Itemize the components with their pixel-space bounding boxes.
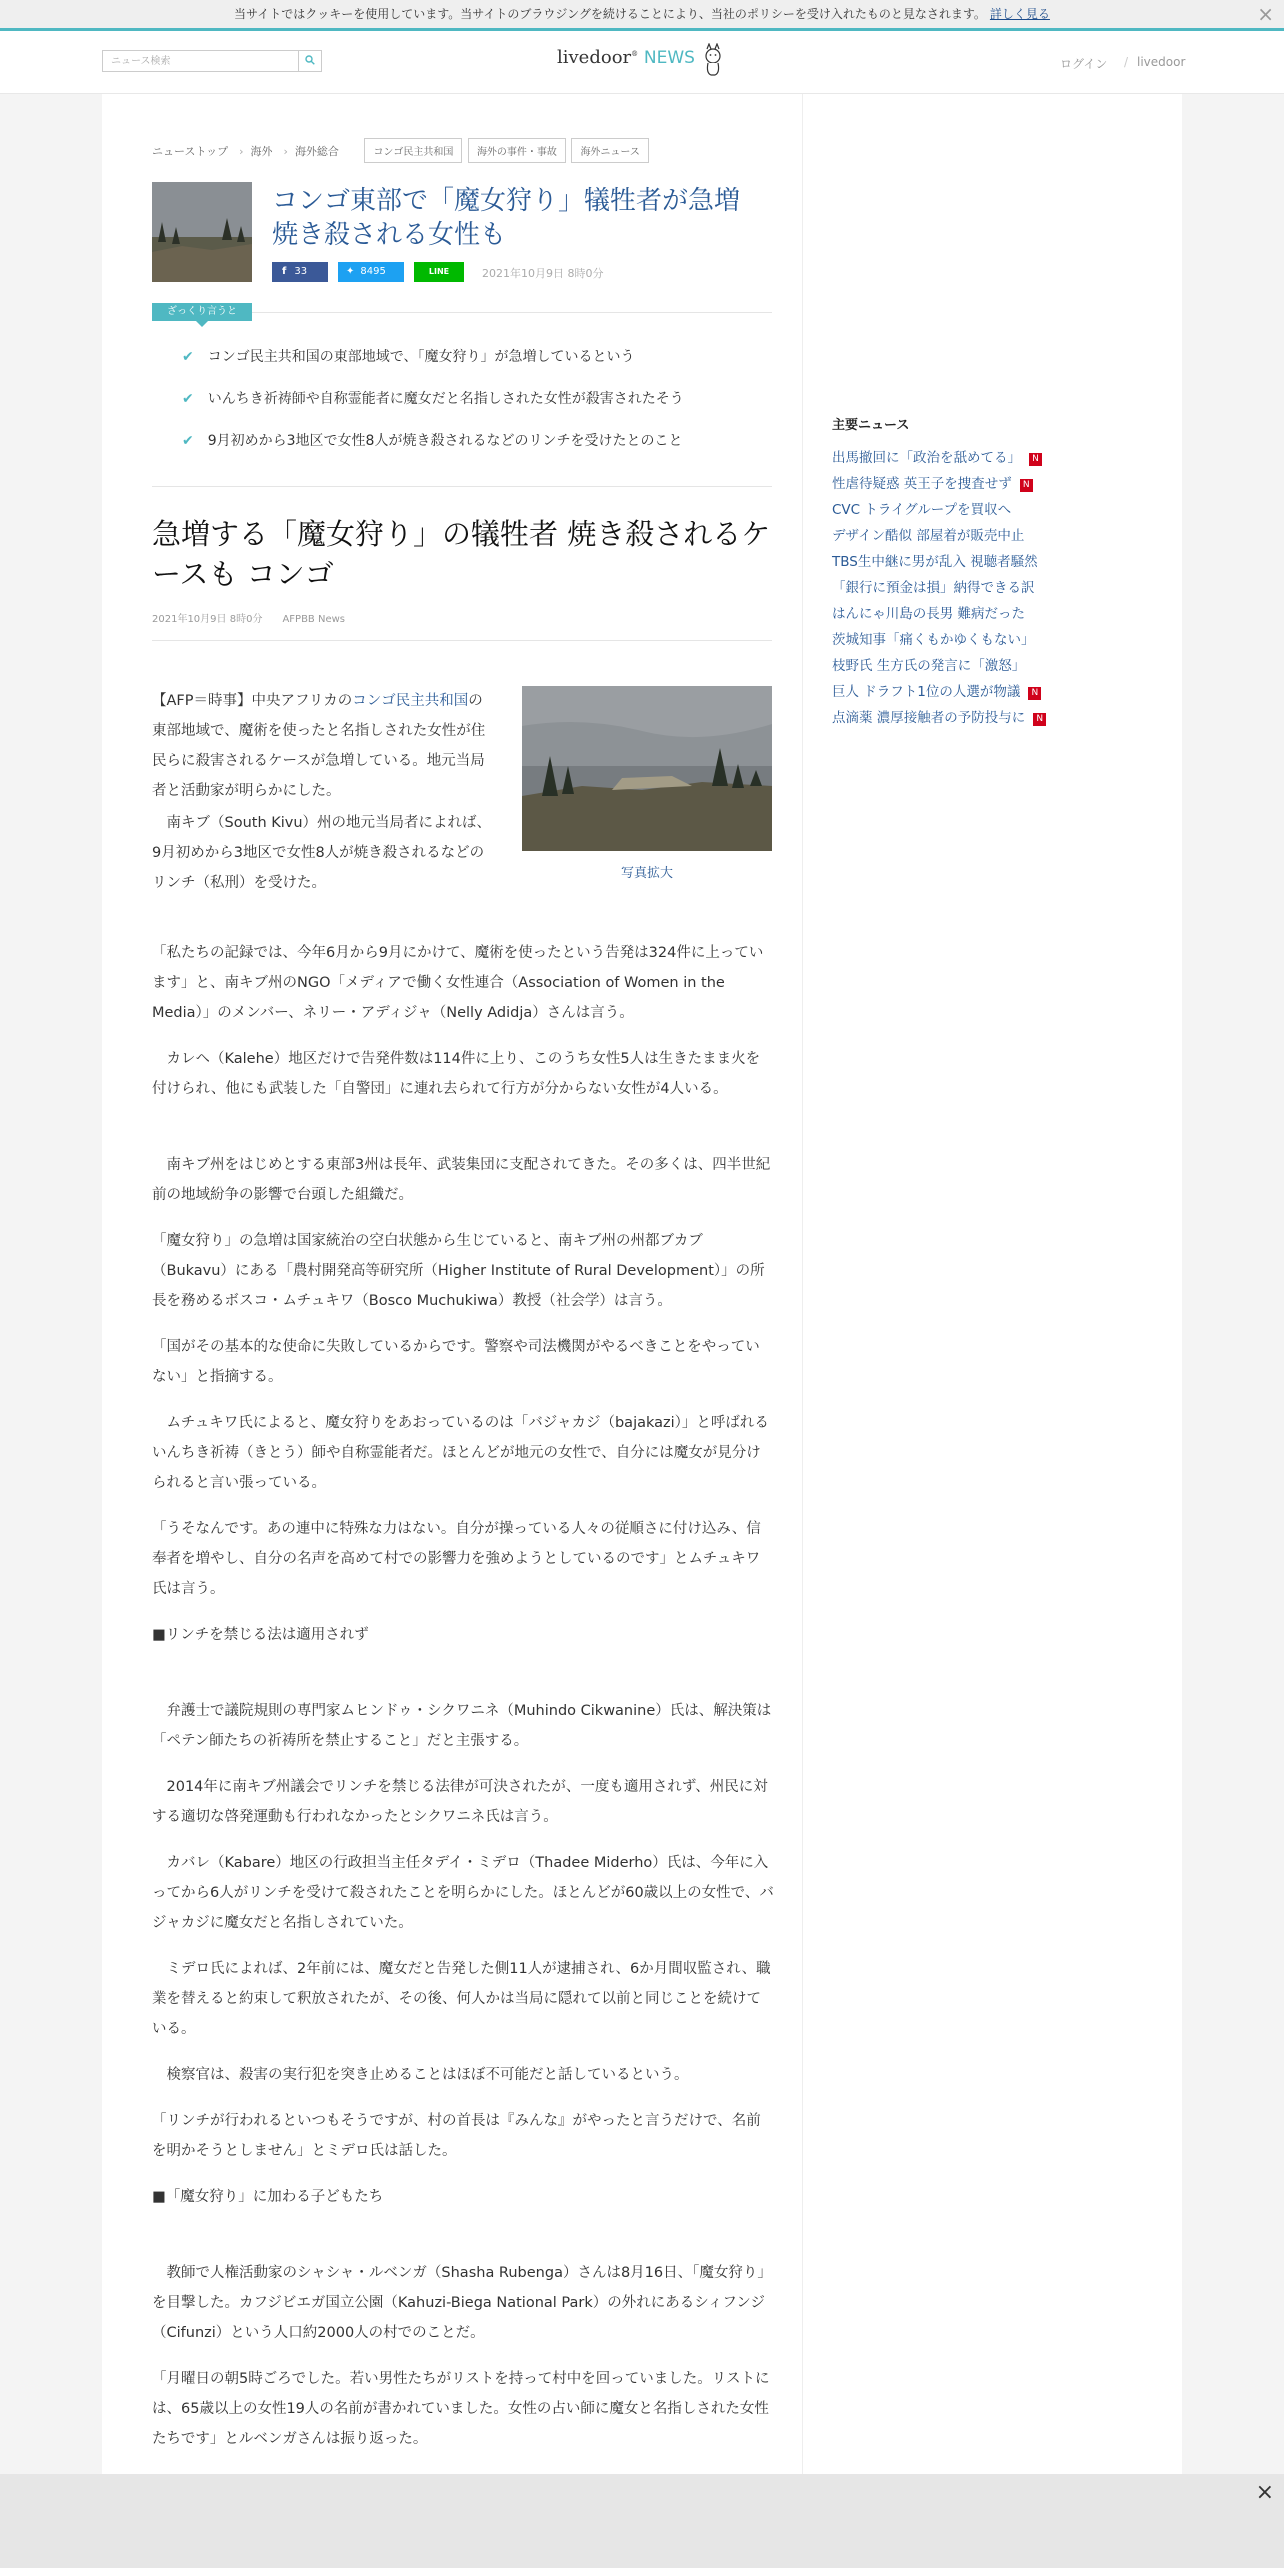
summary-item xyxy=(182,388,684,408)
search-icon xyxy=(305,55,315,65)
news-item[interactable]: 枝野氏 生方氏の発言に「激怒」 xyxy=(832,658,1026,674)
facebook-share-button[interactable] xyxy=(272,262,328,282)
article-paragraph: 弁護士で議院規則の専門家ムヒンドゥ・シクワニネ（Muhindo Cikwanine）氏は、解決策は「ペテン師たちの祈祷所を禁止すること」だと主張する。 xyxy=(152,1703,772,1749)
news-item[interactable] xyxy=(832,680,1041,700)
new-badge: N xyxy=(1033,713,1046,726)
article-paragraph: カレヘ（Kalehe）地区だけで告発件数は114件に上り、このうち女性5人は生きたまま火を付けられ、他にも武装した「自警団」に連れ去られて行方が分からない女性が4人いる。 xyxy=(152,1051,761,1097)
cookie-banner xyxy=(0,0,1284,31)
breadcrumb-news-top[interactable]: ニューストップ xyxy=(152,145,229,158)
article-paragraph: 「国がその基本的な使命に失敗しているからです。警察や司法機関がやるべきことをやっていない」と指摘する。 xyxy=(152,1339,760,1385)
logo-news: NEWS xyxy=(643,48,695,68)
summary-item xyxy=(182,430,682,450)
summary-text: コンゴ民主共和国の東部地域で、「魔女狩り」が急増しているという xyxy=(207,349,635,365)
article-paragraph: 「月曜日の朝5時ごろでした。若い男性たちがリストを持って村中を回っていました。リストには、65歳以上の女性19人の名前が書かれていました。女性の占い師に魔女と名指しされた女性たちです」とルベンガさんは振り返った。 xyxy=(152,2371,770,2447)
twitter-icon: ✦ xyxy=(346,266,355,277)
mascot-icon xyxy=(702,43,724,77)
check-icon: ✔ xyxy=(182,391,194,407)
check-icon: ✔ xyxy=(182,433,194,449)
article-paragraph: 2014年に南キブ州議会でリンチを禁じる法律が可決されたが、一度も適用されず、州民に対する適切な啓発運動も行われなかったとシクワニネ氏は言う。 xyxy=(152,1779,768,1825)
tag-overseas-news[interactable]: 海外ニュース xyxy=(571,138,649,163)
article-paragraph: ムチュキワ氏によると、魔女狩りをあおっているのは「バジャカジ（bajakazi）」と呼ばれるいんちき祈祷（きとう）師や自称霊能者だ。ほとんどが地元の女性で、自分には魔女が見分けられると言い張っている。 xyxy=(152,1415,769,1491)
divider xyxy=(152,640,772,641)
chevron-right-icon: › xyxy=(239,145,244,158)
chevron-right-icon: › xyxy=(283,145,288,158)
new-badge: N xyxy=(1029,453,1042,466)
breadcrumb-overseas[interactable]: 海外 xyxy=(250,145,273,158)
livedoor-link[interactable]: livedoor xyxy=(1137,55,1186,69)
summary-item xyxy=(182,346,634,366)
news-item[interactable] xyxy=(832,472,1033,492)
tag-overseas-incidents[interactable]: 海外の事件・事故 xyxy=(468,138,566,163)
news-item[interactable]: デザイン酷似 部屋着が販売中止 xyxy=(832,528,1025,544)
logo-registered: ® xyxy=(631,50,639,58)
article-paragraph: 「魔女狩り」の急増は国家統治の空白状態から生じていると、南キブ州の州都ブカブ（Bukavu）にある「農村開発高等研究所（Higher Institute of Rural Development）」の所長を務めるボスコ・ムチュキワ（Bosco Muchukiwa）教授（社会学）は言う。 xyxy=(152,1233,765,1309)
summary-text: 9月初めから3地区で女性8人が焼き殺されるなどのリンチを受けたとのこと xyxy=(207,433,683,449)
news-item[interactable]: 茨城知事「痛くもかゆくもない」 xyxy=(832,632,1035,648)
section-heading: ■リンチを禁じる法は適用されず xyxy=(152,1627,369,1643)
news-item-text: 点滴薬 濃厚接触者の予防投与に xyxy=(832,710,1026,726)
tag-congo[interactable]: コンゴ民主共和国 xyxy=(364,138,462,163)
new-badge: N xyxy=(1028,687,1041,700)
news-item[interactable]: TBS生中継に男が乱入 視聴者騒然 xyxy=(832,554,1038,570)
news-item[interactable] xyxy=(832,446,1042,466)
summary-text: いんちき祈祷師や自称霊能者に魔女だと名指しされた女性が殺害されたそう xyxy=(207,391,684,407)
twitter-share-button[interactable] xyxy=(338,262,404,282)
logo-text: livedoor xyxy=(557,47,632,68)
section-heading: ■「魔女狩り」に加わる子どもたち xyxy=(152,2189,384,2205)
article-headline: 急増する「魔女狩り」の犠牲者 焼き殺されるケースも コンゴ xyxy=(152,517,771,591)
check-icon: ✔ xyxy=(182,349,194,365)
news-item-text: 性虐待疑惑 英王子を捜査せず xyxy=(832,476,1012,492)
article-paragraph: 「うそなんです。あの連中に特殊な力はない。自分が操っている人々の従順さに付け込み、信奉者を増やし、自分の名声を高めて村での影響力を強めようとしているのです」とムチュキワ氏は言う。 xyxy=(152,1521,761,1597)
article-photo[interactable] xyxy=(522,686,772,851)
close-icon[interactable]: × xyxy=(1257,2,1274,26)
line-share-button[interactable] xyxy=(414,262,464,282)
article-paragraph: 「リンチが行われるといつもそうですが、村の首長は『みんな』がやったと言うだけで、名前を明かそうとしません」とミデロ氏は話した。 xyxy=(152,2113,761,2159)
news-item-text: 出馬撤回に「政治を舐めてる」 xyxy=(832,450,1021,466)
summary-badge: ざっくり言うと xyxy=(152,303,252,321)
header-separator: / xyxy=(1124,55,1129,69)
article-body-date: 2021年10月9日 8時0分 xyxy=(152,614,263,625)
login-link[interactable]: ログイン xyxy=(1060,57,1108,71)
site-header xyxy=(0,31,1284,94)
article-title: コンゴ東部で「魔女狩り」犠牲者が急増 焼き殺される女性も xyxy=(272,186,741,250)
article-paragraph: 「私たちの記録では、今年6月から9月にかけて、魔術を使ったという告発は324件に上っています」と、南キブ州のNGO「メディアで働く女性連合（Association of Women in the Media）」のメンバー、ネリー・アディジャ（Nelly Adidja）さんは言う。 xyxy=(152,945,764,1021)
article-paragraph: 南キブ州をはじめとする東部3州は長年、武装集団に支配されてきた。その多くは、四半世紀前の地域紛争の影響で台頭した組織だ。 xyxy=(152,1157,771,1203)
breadcrumb xyxy=(152,138,649,163)
news-item[interactable]: はんにゃ川島の長男 難病だった xyxy=(832,606,1026,622)
sidebar-title: 主要ニュース xyxy=(832,418,910,433)
bottom-ad-bar xyxy=(0,2474,1284,2568)
divider xyxy=(152,486,772,487)
close-icon[interactable]: × xyxy=(1255,2480,1274,2505)
breadcrumb-overseas-general[interactable]: 海外総合 xyxy=(294,145,339,158)
line-icon: LINE xyxy=(428,267,450,276)
lead-text-pre: 【AFP＝時事】中央アフリカの xyxy=(152,693,353,709)
main-column xyxy=(102,94,803,2474)
article-paragraph: 検察官は、殺害の実行犯を突き止めることはほぼ不可能だと話しているという。 xyxy=(166,2067,689,2083)
cookie-more-link[interactable]: 詳しく見る xyxy=(989,7,1050,21)
lead-text-post: の東部地域で、魔術を使ったと名指しされた女性が住民らに殺害されるケースが急増している。地元当局者と活動家が明らかにした。 xyxy=(152,693,486,799)
news-item[interactable]: 「銀行に預金は損」納得できる訳 xyxy=(832,580,1035,596)
article-date: 2021年10月9日 8時0分 xyxy=(482,267,604,280)
article-paragraph: カバレ（Kabare）地区の行政担当主任タデイ・ミデロ（Thadee Miderho）氏は、今年に入ってから6人がリンチを受けて殺されたことを明らかにした。ほとんどが60歳以上の女性で、バジャカジに魔女だと名指しされていた。 xyxy=(152,1855,774,1931)
search-input[interactable]: ニュース検索 xyxy=(102,50,300,72)
news-item[interactable]: CVC トライグループを買収へ xyxy=(832,502,1012,518)
photo-enlarge-link[interactable]: 写真拡大 xyxy=(620,866,673,881)
article-thumbnail[interactable] xyxy=(152,182,252,282)
facebook-icon: f xyxy=(282,266,287,277)
page-container xyxy=(102,94,1182,2474)
facebook-count: 33 xyxy=(294,266,308,277)
article-paragraph: 南キブ（South Kivu）州の地元当局者によれば、9月初めから3地区で女性8人が焼き殺されるなどのリンチ（私刑）を受けた。 xyxy=(152,815,492,891)
article-meta xyxy=(152,610,365,625)
site-logo[interactable] xyxy=(557,47,695,68)
cookie-text: 当サイトではクッキーを使用しています。当サイトのブラウジングを続けることにより、当社のポリシーを受け入れたものと見なされます。 xyxy=(234,7,986,21)
article-paragraph xyxy=(152,686,492,806)
search-button[interactable] xyxy=(298,50,322,72)
new-badge: N xyxy=(1020,479,1033,492)
twitter-count: 8495 xyxy=(360,266,386,277)
news-item-text: 巨人 ドラフト1位の人選が物議 xyxy=(832,684,1021,700)
congo-link[interactable]: コンゴ民主共和国 xyxy=(352,693,469,709)
news-item[interactable] xyxy=(832,706,1046,726)
article-paragraph: 教師で人権活動家のシャシャ・ルベンガ（Shasha Rubenga）さんは8月16日、「魔女狩り」を目撃した。カフジビエガ国立公園（Kahuzi-Biega National Park）の外れにあるシィフンジ（Cifunzi）という人口約2000人の村でのことだ。 xyxy=(152,2265,772,2341)
article-source: AFPBB News xyxy=(282,614,345,625)
article-paragraph: ミデロ氏によれば、2年前には、魔女だと告発した側11人が逮捕され、6か月間収監され、職業を替えると約束して釈放されたが、その後、何人かは当局に隠れて以前と同じことを続けている。 xyxy=(152,1961,771,2037)
